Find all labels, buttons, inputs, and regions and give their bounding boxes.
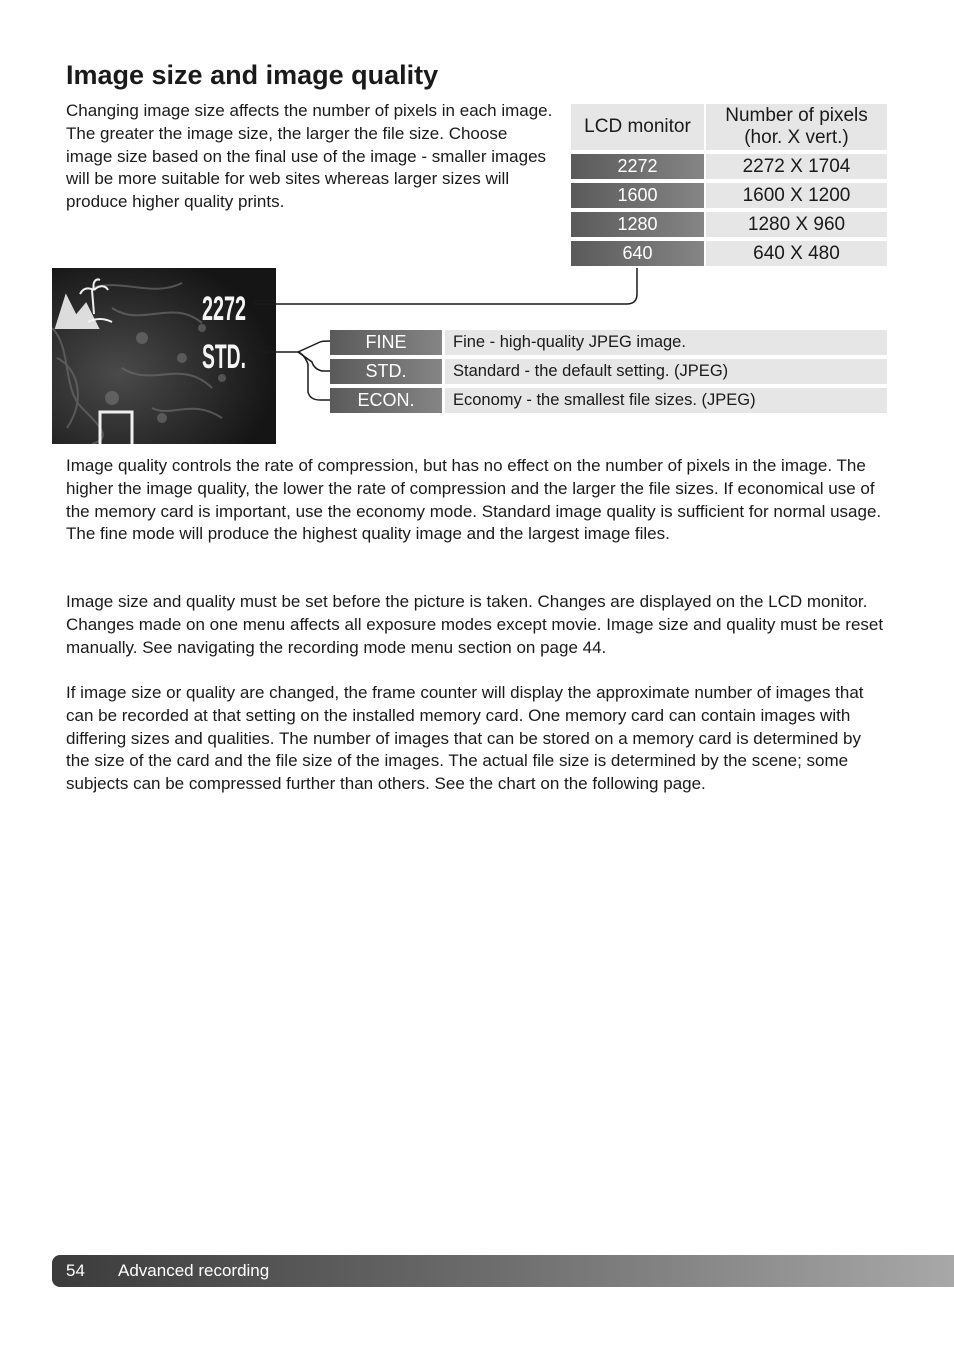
quality-label: FINE (330, 330, 442, 355)
quality-description: Standard - the default setting. (JPEG) (445, 359, 887, 384)
size-row-1600 (571, 183, 887, 208)
quality-label: ECON. (330, 388, 442, 413)
body-paragraph-frame-counter: If image size or quality are changed, the frame counter will display the approximate number of images that can be recorded at that setting on the installed memory card. One memory card can contain images with differing sizes and qualities. The number of images that can be stored on a memory card is determined by the size of the card and the file size of the images. The actual file size is determined by the scene; some subjects can be compressed further than others. See the chart on the following page. (66, 683, 864, 794)
image-quality-table (330, 330, 887, 417)
header-pixels-line2: (hor. X vert.) (744, 127, 849, 148)
image-size-table (571, 104, 887, 270)
lcd-scene-image (52, 268, 276, 444)
intro-paragraph: Changing image size affects the number of pixels in each image. The greater the image size, the larger the file size. Choose image size based on the final use of the image - smaller images will be more suitable for web sites whereas larger sizes will produce higher quality prints. (66, 101, 553, 212)
size-lcd-value: 640 (571, 241, 704, 266)
quality-label: STD. (330, 359, 442, 384)
lcd-monitor-preview (52, 268, 276, 444)
size-row-2272 (571, 154, 887, 179)
size-lcd-value: 2272 (571, 154, 704, 179)
header-lcd-monitor: LCD monitor (571, 104, 704, 150)
quality-row-econ (330, 388, 887, 413)
size-pixels-value: 640 X 480 (706, 241, 887, 266)
lcd-size-readout: 2272 (202, 290, 246, 328)
lcd-quality-readout: STD. (202, 338, 246, 376)
page-title: Image size and image quality (66, 60, 439, 90)
page-number: 54 (66, 1261, 85, 1280)
page-footer (52, 1255, 954, 1287)
size-lcd-value: 1280 (571, 212, 704, 237)
body-paragraph-quality: Image quality controls the rate of compression, but has no effect on the number of pixels in the image. The higher the image quality, the lower the rate of compression and the larger the file sizes. If economical use of the memory card is important, use the economy mode. Standard image quality is sufficient for normal usage. The fine mode will produce the highest quality image and the largest image files. (66, 456, 882, 544)
section-name: Advanced recording (118, 1261, 270, 1280)
quality-row-std (330, 359, 887, 384)
quality-description: Economy - the smallest file sizes. (JPEG) (445, 388, 887, 413)
size-lcd-value: 1600 (571, 183, 704, 208)
quality-row-fine (330, 330, 887, 355)
size-row-1280 (571, 212, 887, 237)
quality-description: Fine - high-quality JPEG image. (445, 330, 887, 355)
size-pixels-value: 1600 X 1200 (706, 183, 887, 208)
header-number-of-pixels (706, 104, 887, 150)
size-table-header (571, 104, 887, 150)
body-paragraph-settings: Image size and quality must be set before the picture is taken. Changes are displayed on the LCD monitor. Changes made on one menu affects all exposure modes except movie. Image size and quality must be reset manually. See navigating the recording mode menu section on page 44. (66, 592, 884, 657)
size-pixels-value: 1280 X 960 (706, 212, 887, 237)
size-row-640 (571, 241, 887, 266)
size-pixels-value: 2272 X 1704 (706, 154, 887, 179)
header-pixels-line1: Number of pixels (725, 105, 868, 126)
